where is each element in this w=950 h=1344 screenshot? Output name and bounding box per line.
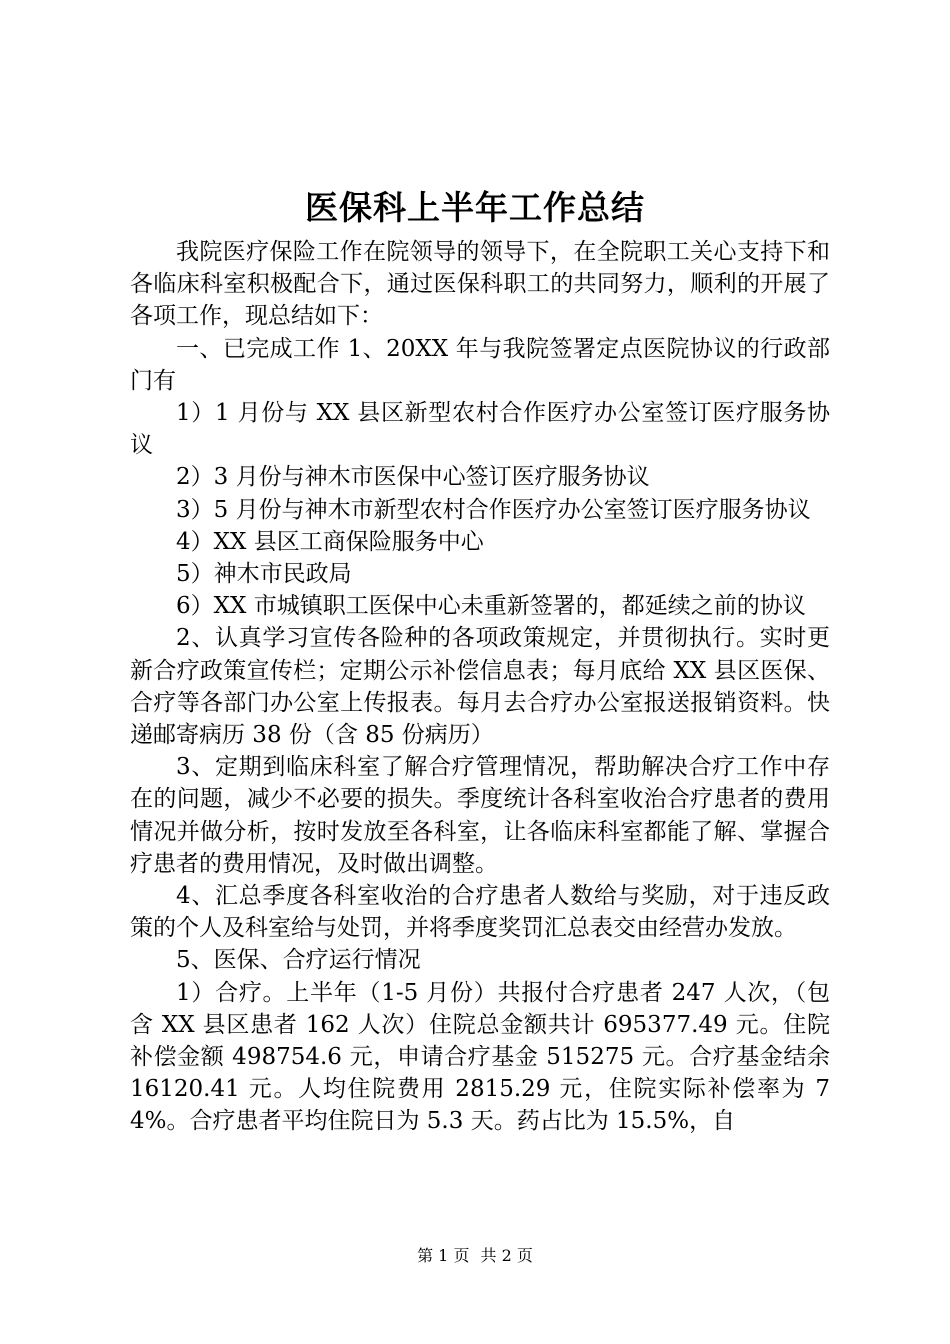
- page-number-current: 第 1 页: [417, 1246, 470, 1265]
- paragraph-item-1: 1）1 月份与 XX 县区新型农村合作医疗办公室签订医疗服务协议: [130, 400, 830, 459]
- paragraph-item-4: 4）XX 县区工商保险服务中心: [176, 528, 484, 555]
- paragraph-subpoint-1: 1）合疗。上半年（1-5 月份）共报付合疗患者 247 人次，（包含 XX 县区患者 162 人次）住院总金额共计 695377.49 元。住院补偿金额 498754.6 元，申请合疗基金 515275 元。合疗基金结余 16120.41 元。人均住院费用 2815.29 元，住院实际补偿率为 74%。合疗患者平均住院日为 5.3 天。药占比为 15.5%，自: [130, 979, 830, 1135]
- paragraph-section-1: 一、已完成工作 1、20XX 年与我院签署定点医院协议的行政部门有: [130, 335, 830, 394]
- paragraph-item-3: 3）5 月份与神木市新型农村合作医疗办公室签订医疗服务协议: [176, 496, 811, 523]
- paragraph-point-4: 4、汇总季度各科室收治的合疗患者人数给与奖励，对于违反政策的个人及科室给与处罚，并将季度奖罚汇总表交由经营办发放。: [130, 883, 830, 942]
- paragraph-item-5: 5）神木市民政局: [176, 561, 352, 588]
- paragraph-point-3: 3、定期到临床科室了解合疗管理情况，帮助解决合疗工作中存在的问题，减少不必要的损失。季度统计各科室收治合疗患者的费用情况并做分析，按时发放至各科室，让各临床科室都能了解、掌握合疗患者的费用情况，及时做出调整。: [130, 754, 830, 877]
- document-title: 医保科上半年工作总结: [305, 188, 645, 227]
- paragraph-intro: 我院医疗保险工作在院领导的领导下，在全院职工关心支持下和各临床科室积极配合下，通过医保科职工的共同努力，顺利的开展了各项工作，现总结如下：: [130, 239, 830, 330]
- page-number-total: 共 2 页: [480, 1246, 533, 1265]
- paragraph-item-6: 6）XX 市城镇职工医保中心未重新签署的，都延续之前的协议: [176, 593, 806, 620]
- document-body: [130, 236, 830, 1138]
- page-footer: [0, 1243, 950, 1266]
- paragraph-item-2: 2）3 月份与神木市医保中心签订医疗服务协议: [176, 464, 650, 491]
- paragraph-point-5: 5、医保、合疗运行情况: [176, 947, 421, 974]
- paragraph-point-2: 2、认真学习宣传各险种的各项政策规定，并贯彻执行。实时更新合疗政策宣传栏；定期公示补偿信息表；每月底给 XX 县区医保、合疗等各部门办公室上传报表。每月去合疗办公室报送报销资料。快递邮寄病历 38 份（含 85 份病历）: [130, 625, 830, 749]
